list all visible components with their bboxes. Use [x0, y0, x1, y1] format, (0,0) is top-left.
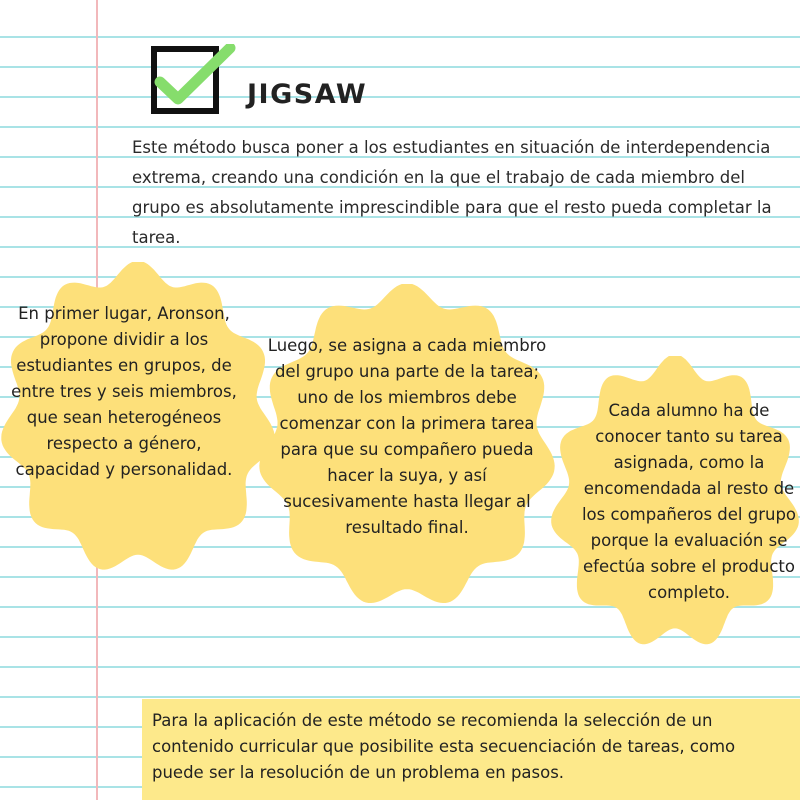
recommendation-text: Para la aplicación de este método se recomienda la selección de un contenido curricular que posibilite esta secuenciación de tareas, como puede ser la resolución de un problema en pasos.	[152, 711, 736, 782]
step-text-3: Cada alumno ha de conocer tanto su tarea asignada, como la encomendada al resto de los compañeros del grupo porque la evaluación se efectúa sobre el producto completo.	[581, 401, 797, 602]
step-text-2: Luego, se asigna a cada miembro del grupo una parte de la tarea; uno de los miembros debe comenzar con la primera tarea para que su compañero pueda hacer la suya, y así sucesivamente hasta llegar al resultado final.	[267, 336, 547, 537]
step-text-1: En primer lugar, Aronson, propone dividir a los estudiantes en grupos, de entre tres y seis miembros, que sean heterogéneos respecto a género, capacidad y personalidad.	[11, 304, 237, 479]
step-bubble-1	[0, 262, 276, 574]
page-title: JIGSAW	[247, 79, 368, 110]
checked-checkbox-icon	[150, 44, 240, 116]
intro-paragraph: Este método busca poner a los estudiantes en situación de interdependencia extrema, creando una condición en la que el trabajo de cada miembro del grupo es absolutamente imprescindible para que el resto pueda completar la tarea.	[132, 138, 772, 247]
step-bubble-2	[258, 284, 556, 608]
step-bubble-3	[550, 356, 800, 648]
recommendation-box	[142, 699, 800, 800]
